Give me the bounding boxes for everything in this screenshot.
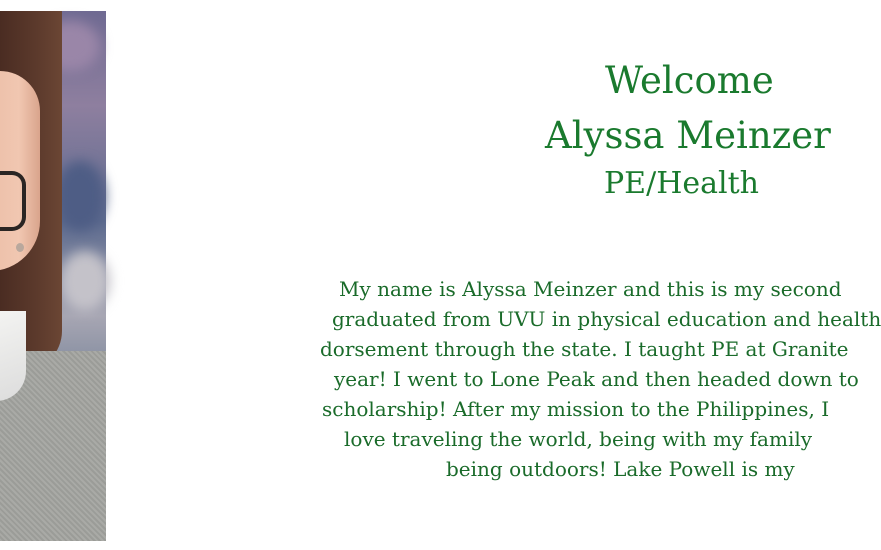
bio-line: graduated from UVU in physical education and health	[332, 307, 881, 331]
bio-line: dorsement through the state. I taught PE at Granite	[320, 337, 849, 361]
backdrop-texture	[60, 251, 110, 311]
bio-line: scholarship! After my mission to the Philippines, I	[322, 397, 830, 421]
backdrop-texture	[55, 161, 105, 231]
bio-line: love traveling the world, being with my family	[344, 427, 813, 451]
portrait-earring	[16, 243, 24, 252]
teacher-portrait-photo	[0, 11, 106, 537]
bio-line: My name is Alyssa Meinzer and this is my second	[339, 277, 842, 301]
welcome-heading: Welcome	[605, 59, 774, 102]
bio-paragraph	[318, 274, 881, 484]
portrait-glasses	[0, 171, 26, 231]
subject-heading: PE/Health	[604, 166, 759, 201]
bio-line: year! I went to Lone Peak and then headed down to	[334, 367, 859, 391]
bio-line: being outdoors! Lake Powell is my	[446, 457, 795, 481]
teacher-name-heading: Alyssa Meinzer	[545, 114, 831, 157]
